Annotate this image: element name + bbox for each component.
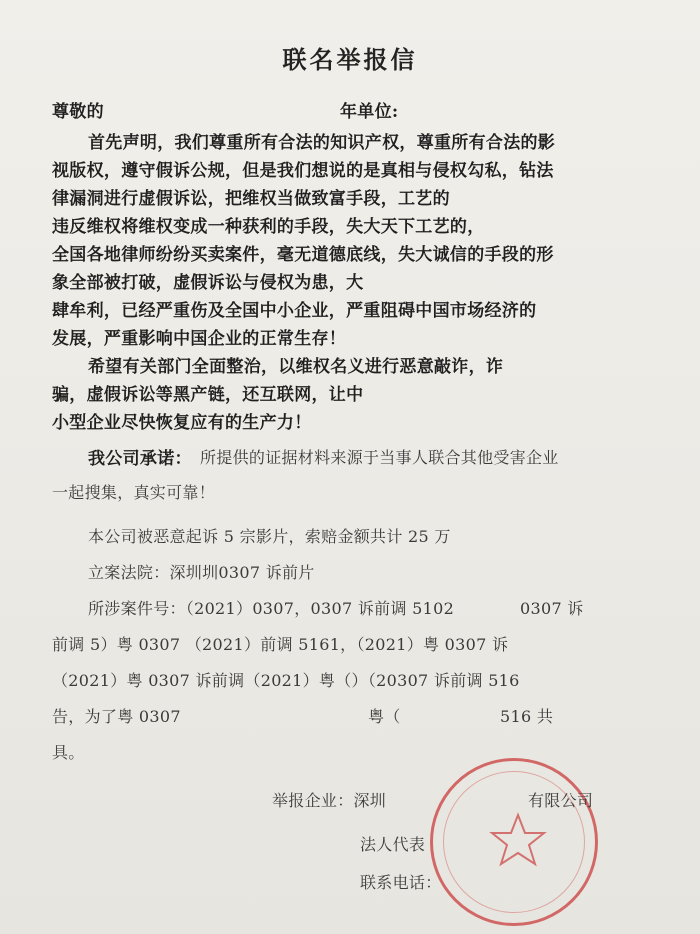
paragraph-line: 律漏洞进行虚假诉讼，把维权当做致富手段，工艺的 <box>52 189 450 209</box>
promise-text-2: 一起搜集，真实可靠！ <box>52 483 216 502</box>
paragraph-line: 发展，严重影响中国企业的正常生存！ <box>52 329 347 349</box>
letter-title: 联名举报信 <box>282 45 418 74</box>
paragraph-line: 小型企业尽快恢复应有的生产力！ <box>52 413 312 433</box>
paragraph-line: 首先声明，我们尊重所有合法的知识产权，尊重所有合法的影 <box>88 133 556 153</box>
case-numbers-2: 前调 5）粤 0307 （2021）前调 5161，（2021）粤 0307 诉 <box>52 635 509 654</box>
paragraph-line: 希望有关部门全面整治，以维权名义进行恶意敲诈，诈 <box>88 357 504 377</box>
case-numbers: 所涉案件号：（2021）0307，0307 诉前调 5102 <box>88 599 455 618</box>
case-numbers-4: 告，为了粤 0307 <box>52 707 181 726</box>
seal-star-icon <box>488 811 548 871</box>
paragraph-line: 视版权，遵守假诉公规，但是我们想说的是真相与侵权勾私，钻法 <box>52 161 554 181</box>
company-seal <box>430 758 598 926</box>
legal-representative: 法人代表 <box>360 835 426 854</box>
paragraph-line: 肆牟利，已经严重伤及全国中小企业，严重阻碍中国市场经济的 <box>52 301 537 321</box>
contact-phone: 联系电话： <box>360 873 442 892</box>
case-count: 本公司被恶意起诉 5 宗影片，索赔金额共计 25 万 <box>88 527 451 546</box>
case-numbers-4b: 粤（ <box>368 707 401 726</box>
company-suffix: 有限公司 <box>528 791 594 810</box>
promise-text: 所提供的证据材料来源于当事人联合其他受害企业 <box>200 448 559 467</box>
case-numbers-4c: 516 共 <box>500 707 554 726</box>
paragraph-line: 违反维权将维权变成一种获利的手段，失大天下工艺的， <box>52 217 485 237</box>
paragraph-line: 象全部被打破，虚假诉讼与侵权为患，大 <box>52 273 364 293</box>
case-numbers-3: （2021）粤 0307 诉前调（2021）粤（）（20307 诉前调 516 <box>52 671 520 690</box>
salutation-right: 年单位: <box>340 102 399 122</box>
court: 立案法院：深圳圳0307 诉前片 <box>88 563 315 582</box>
salutation-left: 尊敬的 <box>52 102 104 122</box>
reporting-company: 举报企业：深圳 <box>272 791 387 810</box>
paragraph-line: 骗，虚假诉讼等黑产链，还互联网，让中 <box>52 385 364 405</box>
promise-label: 我公司承诺： <box>88 449 192 469</box>
case-numbers-tail: 0307 诉 <box>520 599 584 618</box>
case-numbers-end: 具。 <box>52 743 85 762</box>
paragraph-line: 全国各地律师纷纷买卖案件，毫无道德底线，失大诚信的手段的形 <box>52 245 554 265</box>
